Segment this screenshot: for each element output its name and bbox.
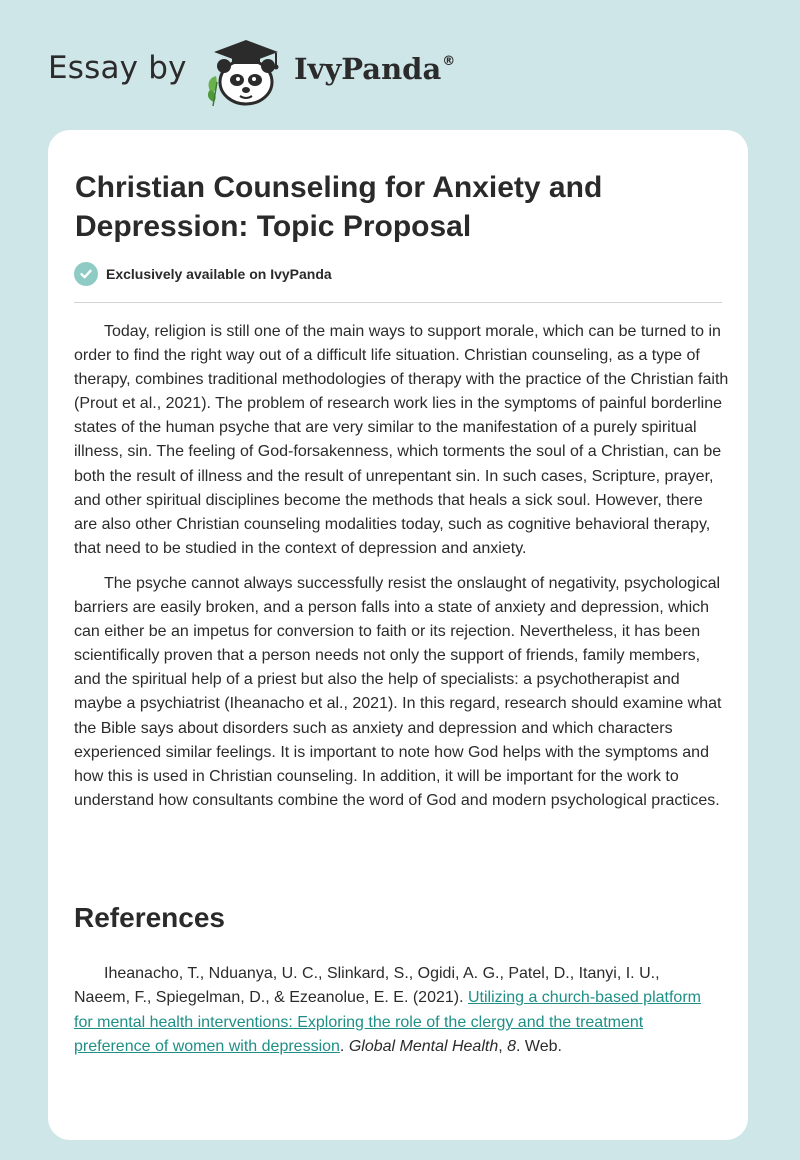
essay-body <box>74 320 729 824</box>
reference-volume: 8 <box>507 1037 517 1055</box>
panda-logo-icon[interactable] <box>202 36 286 108</box>
reference-authors: Iheanacho, T., Nduanya, U. C., Slinkard, S., Ogidi, A. G., Patel, D., Itanyi, I. U., Naeem, F., Spiegelman, D., & Ezeanolue, E. E. (2021). <box>74 965 660 1007</box>
exclusive-badge <box>74 262 332 286</box>
paragraph: The psyche cannot always successfully resist the onslaught of negativity, psychological barriers are easily broken, and a person falls into a state of anxiety and depression, which can either be an impetus for conversion to faith or its rejection. Nevertheless, it has been scientifically proven that a person needs not only the support of friends, family members, and the spiritual help of a priest but also the help of specialists: a psychotherapist and maybe a psychiatrist (Iheanacho et al., 2021). In this regard, research should examine what the Bible says about disorders such as anxiety and depression and which characters experienced similar feelings. It is important to note how God helps with the symptoms and how this is used in Christian counseling. In addition, it will be important for the work to understand how consultants combine the word of God and modern psychological practices. <box>74 574 722 809</box>
divider <box>74 302 722 303</box>
badge-label: Exclusively available on IvyPanda <box>106 266 332 282</box>
reference-link[interactable]: Utilizing a church-based platform for mental health interventions: Exploring the role of the clergy and the treatment preference of women with depression <box>74 989 701 1055</box>
paragraph: Today, religion is still one of the main ways to support morale, which can be turned to in order to find the right way out of a difficult life situation. Christian counseling, as a type of therapy, combines traditional methodologies of therapy with the practice of the Christian faith (Prout et al., 2021). The problem of research work lies in the symptoms of painful borderline states of the human psyche that are very similar to the manifestation of a purely spiritual illness, sin. The feeling of God-forsakenness, which torments the soul of a Christian, can be both the result of illness and the result of unrepentant sin. In such cases, Scripture, prayer, and other spiritual disciplines become the methods that heals a sick soul. However, there are also other Christian counseling modalities today, such as cognitive behavioral therapy, that need to be studied in the context of depression and anxiety. <box>74 323 729 557</box>
check-icon <box>74 262 98 286</box>
references-heading: References <box>74 902 225 933</box>
site-header <box>0 0 800 130</box>
page-title: Christian Counseling for Anxiety and Depression: Topic Proposal <box>75 171 603 243</box>
brand-prefix: Essay by <box>48 50 187 86</box>
brand-name[interactable]: IvyPanda® <box>294 52 456 86</box>
essay-card <box>48 130 748 1140</box>
reference-entry: Iheanacho, T., Nduanya, U. C., Slinkard, S., Ogidi, A. G., Patel, D., Itanyi, I. U., Naeem, F., Spiegelman, D., & Ezeanolue, E. E. (2021). Utilizing a church-based platform for mental health interventions: Exploring the role of the clergy and the treatment preference of women with depression. Global Mental Health, 8. Web. <box>74 965 701 1055</box>
reference-journal: Global Mental Health <box>348 1037 499 1055</box>
registered-mark: ® <box>442 54 456 69</box>
